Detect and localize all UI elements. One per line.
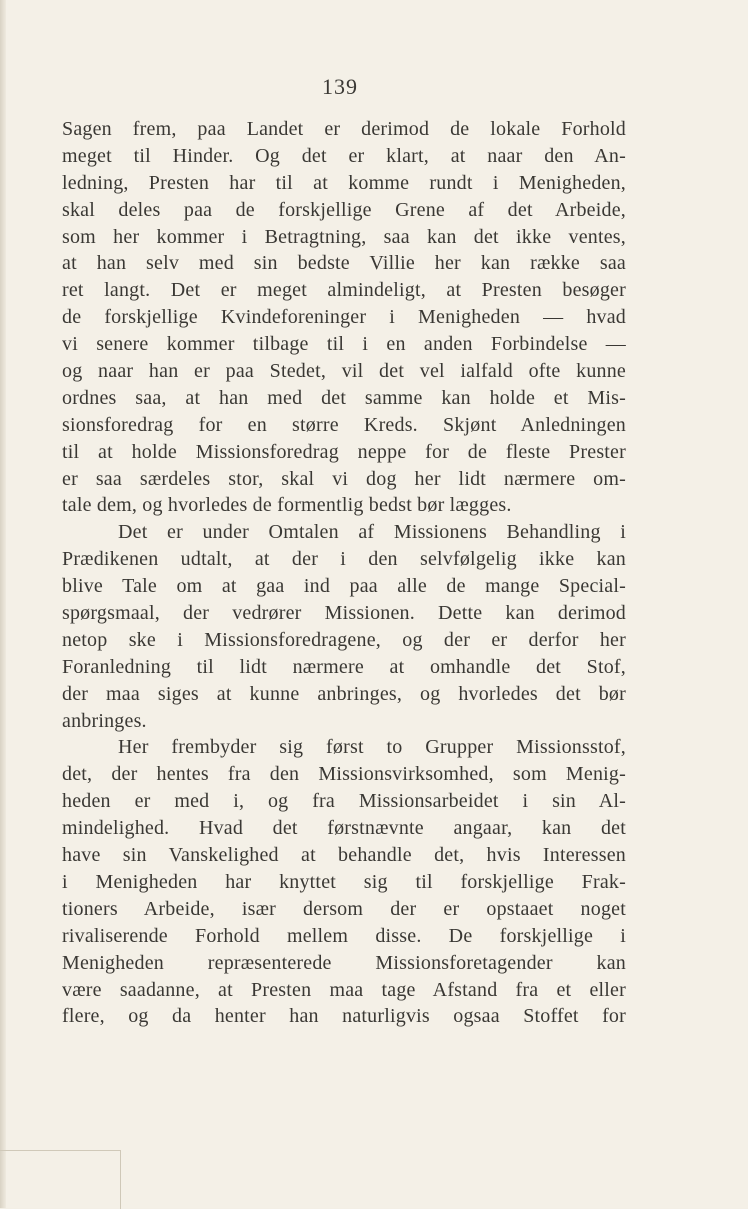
text-line: vi senere kommer tilbage til i en anden Forbindelse — (62, 333, 626, 356)
text-line: skal deles paa de forskjellige Grene af det Arbeide, (62, 198, 626, 221)
page-number: 139 (322, 74, 358, 99)
text-line: Foranledning til lidt nærmere at omhandle det Stof, (62, 655, 626, 678)
text-line: ledning, Presten har til at komme rundt i Menigheden, (62, 171, 626, 194)
text-line: tioners Arbeide, især dersom der er opstaaet noget (62, 897, 626, 920)
text-line: til at holde Missionsforedrag neppe for de fleste Prester (62, 440, 626, 463)
text-line: tale dem, og hvorledes de formentlig bedst bør lægges. (62, 494, 512, 517)
text-line: mindelighed. Hvad det førstnævnte angaar, kan det (62, 817, 626, 840)
text-line: og naar han er paa Stedet, vil det vel ialfald ofte kunne (62, 360, 626, 383)
text-line: at han selv med sin bedste Villie her kan række saa (62, 252, 626, 275)
text-line: de forskjellige Kvindeforeninger i Menigheden — hvad (62, 306, 626, 329)
text-line: som her kommer i Betragtning, saa kan det ikke ventes, (62, 225, 626, 248)
text-line: anbringes. (62, 709, 147, 732)
text-line: netop ske i Missionsforedragene, og der er derfor her (62, 628, 626, 651)
text-line: flere, og da henter han naturligvis ogsaa Stoffet for (62, 1005, 626, 1028)
text-line: i Menigheden har knyttet sig til forskjellige Frak- (62, 870, 626, 893)
text-line: blive Tale om at gaa ind paa alle de mange Special- (62, 575, 626, 598)
text-line: spørgsmaal, der vedrører Missionen. Dette kan derimod (62, 602, 626, 625)
text-line: er saa særdeles stor, skal vi dog her lidt nærmere om- (62, 467, 626, 490)
text-line: heden er med i, og fra Missionsarbeidet i sin Al- (62, 790, 626, 813)
page-text (62, 116, 626, 1030)
text-line: Sagen frem, paa Landet er derimod de lokale Forhold (62, 118, 626, 140)
text-line: meget til Hinder. Og det er klart, at naar den An- (62, 144, 626, 167)
text-line: rivaliserende Forhold mellem disse. De forskjellige i (62, 924, 626, 947)
text-line: Det er under Omtalen af Missionens Behandling i (118, 521, 626, 544)
text-line: Menigheden repræsenterede Missionsforetagender kan (62, 951, 626, 974)
text-line: der maa siges at kunne anbringes, og hvorledes det bør (62, 682, 626, 705)
text-line: sionsforedrag for en større Kreds. Skjønt Anledningen (62, 413, 626, 436)
text-line: Prædikenen udtalt, at der i den selvfølgelig ikke kan (62, 548, 626, 571)
text-line: være saadanne, at Presten maa tage Afstand fra et eller (62, 978, 626, 1001)
text-line: ordnes saa, at han med det samme kan holde et Mis- (62, 386, 626, 409)
page-binding-edge (0, 0, 6, 1208)
text-line: have sin Vanskelighed at behandle det, hvis Interessen (62, 844, 626, 867)
text-line: ret langt. Det er meget almindeligt, at Presten besøger (62, 279, 626, 302)
text-line: Her frembyder sig først to Grupper Missionsstof, (118, 736, 626, 759)
text-line: det, der hentes fra den Missionsvirksomhed, som Menig- (62, 763, 626, 786)
page-corner-mark (0, 1150, 121, 1209)
